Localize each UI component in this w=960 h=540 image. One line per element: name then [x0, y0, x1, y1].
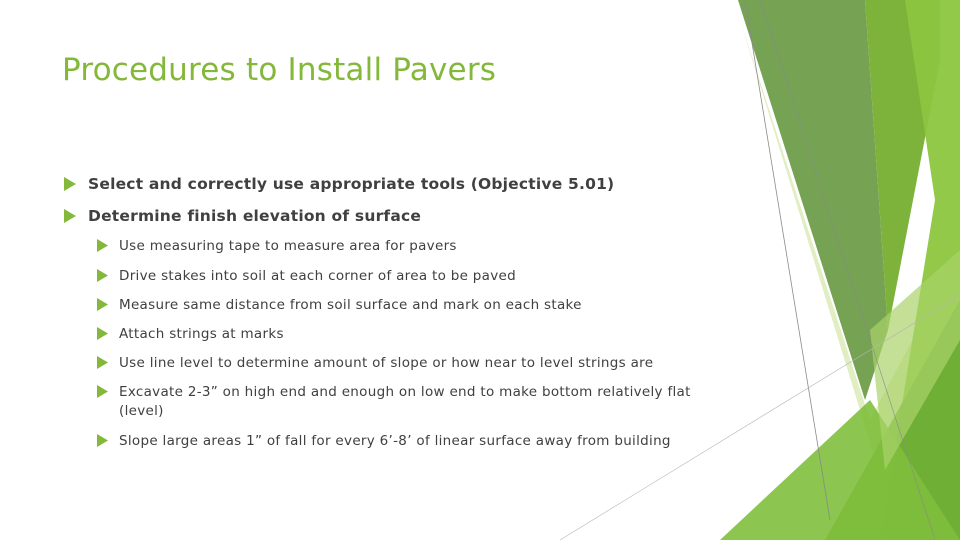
sub-bullet-item	[97, 383, 717, 421]
arrow-right-triangle-icon	[97, 385, 119, 398]
arrow-right-triangle-icon	[64, 177, 88, 191]
arrow-right-triangle-icon	[97, 298, 119, 311]
bullet-text: Determine finish elevation of surface	[88, 207, 422, 225]
bullet-item	[64, 207, 421, 226]
sub-bullet-text: Use measuring tape to measure area for pavers	[119, 238, 457, 254]
arrow-right-triangle-icon	[64, 209, 88, 223]
sub-bullet-item	[97, 237, 717, 256]
sub-bullet-item	[97, 296, 717, 315]
bullet-text: Select and correctly use appropriate tools (Objective 5.01)	[88, 175, 615, 193]
sub-bullet-item	[97, 267, 717, 286]
arrow-right-triangle-icon	[97, 269, 119, 282]
bullet-item	[64, 175, 614, 194]
sub-bullet-item	[97, 432, 717, 451]
arrow-right-triangle-icon	[97, 434, 119, 447]
sub-bullet-text: Use line level to determine amount of slope or how near to level strings are	[119, 355, 654, 371]
slide-title: Procedures to Install Pavers	[62, 52, 497, 88]
sub-bullet-item	[97, 325, 717, 344]
sub-bullet-text: Measure same distance from soil surface and mark on each stake	[119, 297, 582, 313]
arrow-right-triangle-icon	[97, 327, 119, 340]
sub-bullet-item	[97, 354, 717, 373]
sub-bullet-text: Slope large areas 1” of fall for every 6’-8’ of linear surface away from building	[119, 433, 671, 449]
sub-bullet-text: Drive stakes into soil at each corner of area to be paved	[119, 268, 517, 284]
sub-bullet-text: Attach strings at marks	[119, 326, 284, 342]
sub-bullet-text: Excavate 2-3” on high end and enough on low end to make bottom relatively flat (level)	[119, 384, 691, 419]
arrow-right-triangle-icon	[97, 239, 119, 252]
arrow-right-triangle-icon	[97, 356, 119, 369]
